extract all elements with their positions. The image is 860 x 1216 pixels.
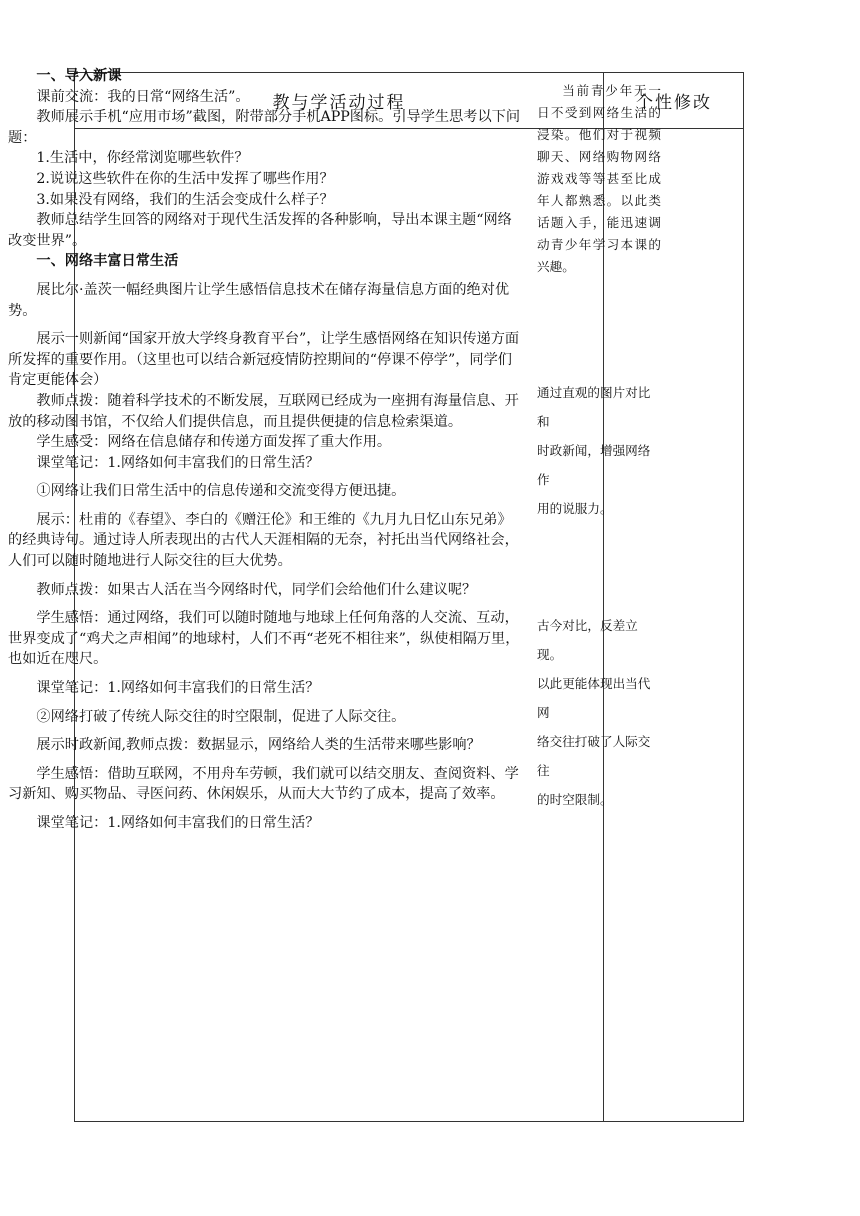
- paragraph: 教师展示手机“应用市场”截图，附带部分手机APP图标。引导学生思考以下问题：: [8, 109, 521, 146]
- paragraph: 课堂笔记：1.网络如何丰富我们的日常生活？: [36, 815, 320, 831]
- paragraph: 展比尔·盖茨一幅经典图片让学生感悟信息技术在储存海量信息方面的绝对优势。: [8, 281, 510, 319]
- side-note: [537, 611, 661, 814]
- paragraph: 展示时政新闻,教师点拨：数据显示，网络给人类的生活带来哪些影响？: [36, 737, 481, 754]
- paragraph: 3.如果没有网络，我们的生活会变成什么样子？: [36, 191, 334, 208]
- paragraph: 展示：杜甫的《春望》、李白的《赠汪伦》和王维的《九月九日忆山东兄弟》的经典诗句。通过诗人所表现出的古代人天涯相隔的无奈，衬托出当代网络社会，人们可以随时随地进行人际交往的巨大优势。: [8, 511, 519, 570]
- main-column: [8, 66, 522, 834]
- paragraph: 教师点拨：如果古人活在当今网络时代，同学们会给他们什么建议呢？: [36, 581, 477, 598]
- paragraph: 展示一则新闻“国家开放大学终身教育平台”，让学生感悟网络在知识传递方面所发挥的重要作用。（这里也可以结合新冠疫情防控期间的“停课不停学”，同学们肯定更能体会）: [8, 331, 520, 389]
- paragraph: 学生感受：网络在信息储存和传递方面发挥了重大作用。: [36, 434, 392, 451]
- side-note: [537, 378, 661, 523]
- header-side: 个性修改: [636, 93, 712, 113]
- paragraph: 学生感悟：借助互联网，不用舟车劳顿，我们就可以结交朋友、查阅资料、学习新知、购买物品、寻医问药、休闲娱乐，从而大大节约了成本，提高了效率。: [8, 765, 519, 803]
- side-note-line: 当前青少年无一日不受到网络生活的浸染。他们对于视频聊天、网络购物网络游戏戏等等甚至比成年人都熟悉。以此类话题入手，能迅速调动青少年学习本课的兴趣。: [537, 83, 661, 274]
- side-note-line: 古今对比，反差立现。: [537, 618, 638, 662]
- side-note: [537, 80, 661, 278]
- side-note-line: 的时空限制。: [537, 792, 613, 807]
- paragraph: 课堂笔记：1.网络如何丰富我们的日常生活？: [36, 680, 320, 697]
- paragraph: 教师点拨：随着科学技术的不断发展，互联网已经成为一座拥有海量信息、开放的移动图书馆，不仅给人们提供信息，而且提供便捷的信息检索渠道。: [8, 392, 519, 430]
- paragraph: 课前交流：我的日常“网络生活”。: [36, 88, 250, 105]
- side-note-line: 通过直观的图片对比和: [537, 385, 651, 429]
- side-note-line: 时政新闻，增强网络作: [537, 443, 651, 487]
- side-note-line: 以此更能体现出当代网: [537, 676, 651, 720]
- side-note-line: 络交往打破了人际交往: [537, 734, 651, 778]
- paragraph: 学生感悟：通过网络，我们可以随时随地与地球上任何角落的人交流、互动，世界变成了“鸡犬之声相闻”的地球村，人们不再“老死不相往来”，纵使相隔万里，也如近在咫尺。: [8, 610, 520, 668]
- paragraph: ①网络让我们日常生活中的信息传递和交流变得方便迅捷。: [36, 483, 406, 500]
- paragraph: 1.生活中，你经常浏览哪些软件？: [36, 150, 249, 167]
- side-note-line: 用的说服力。: [537, 501, 613, 516]
- section-heading: 一、导入新课: [36, 68, 122, 84]
- paragraph: 2.说说这些软件在你的生活中发挥了哪些作用？: [36, 170, 334, 187]
- paragraph: 教师总结学生回答的网络对于现代生活发挥的各种影响，导出本课主题“网络改变世界”。: [8, 212, 512, 249]
- section-heading: 一、网络丰富日常生活: [36, 253, 179, 270]
- header-main: 教与学活动过程: [272, 93, 406, 113]
- paragraph: ②网络打破了传统人际交往的时空限制，促进了人际交往。: [36, 708, 406, 725]
- paragraph: 课堂笔记：1.网络如何丰富我们的日常生活？: [36, 454, 320, 471]
